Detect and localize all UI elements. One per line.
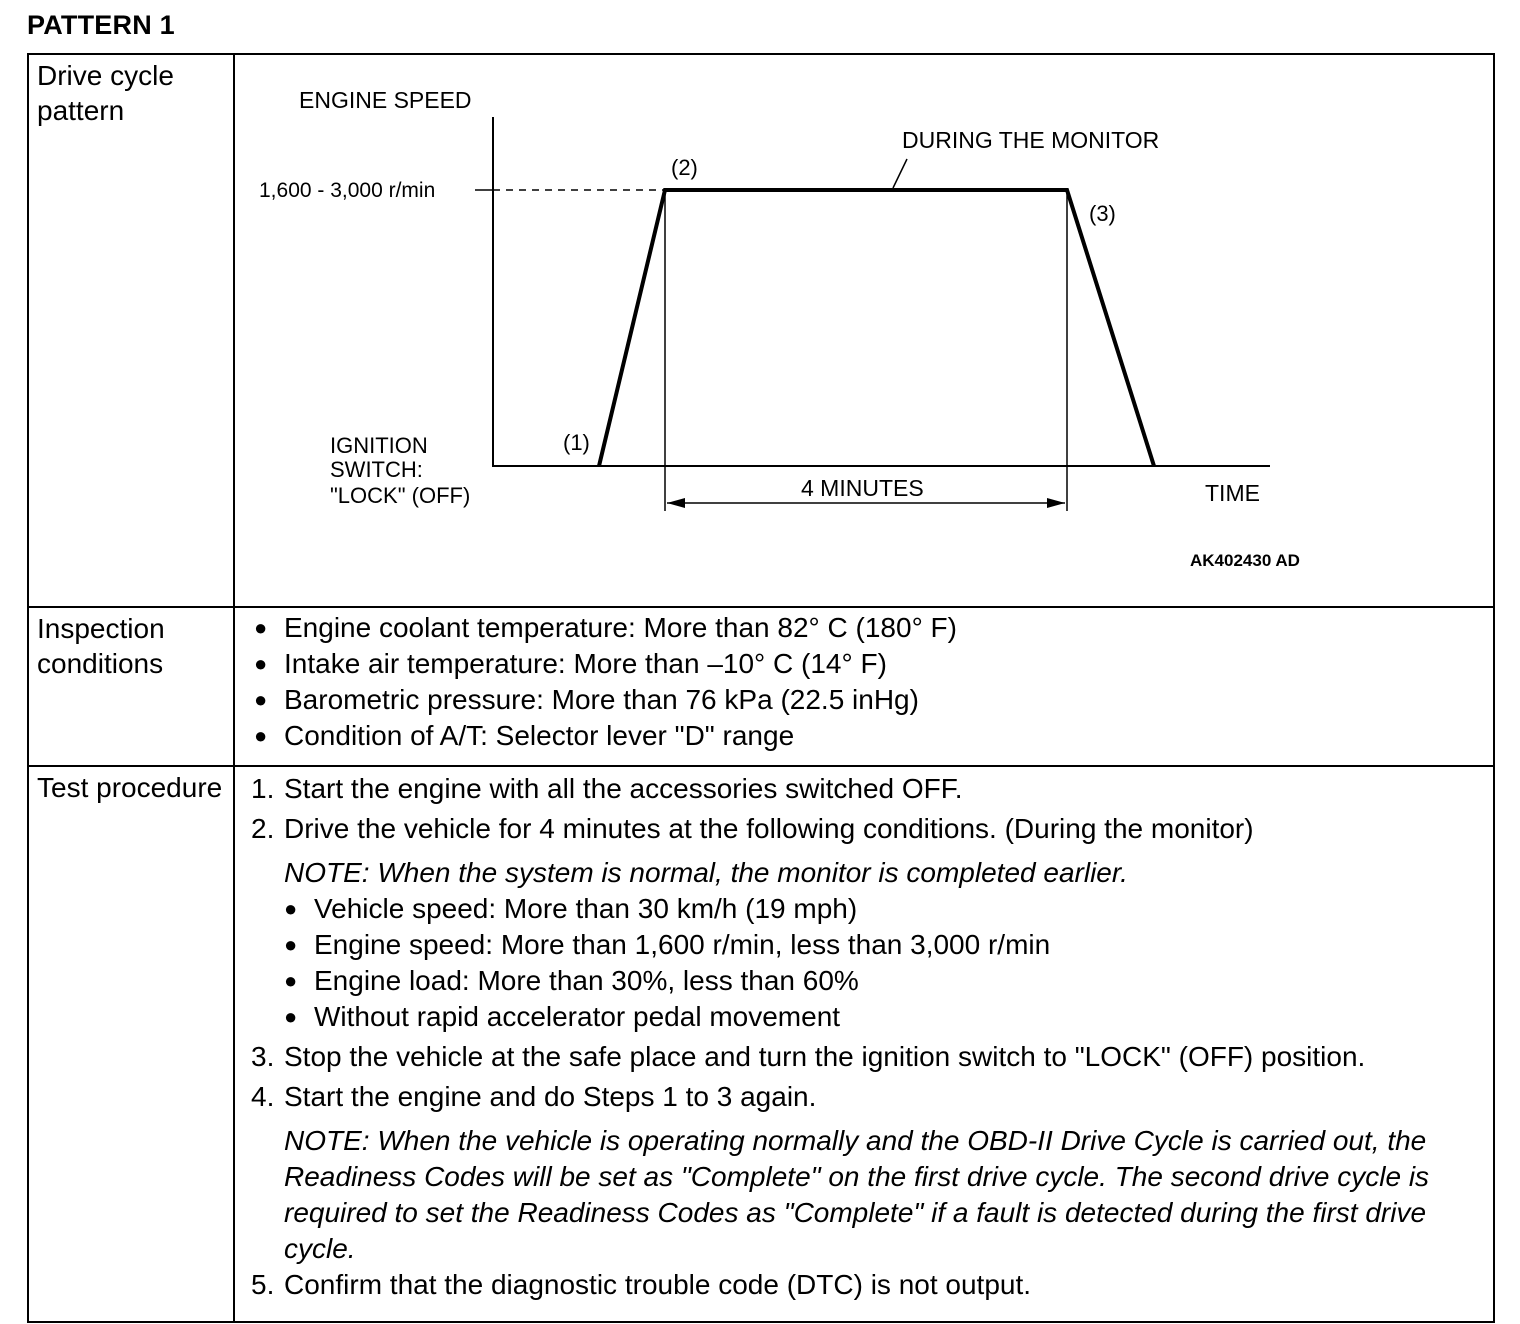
- drive-cycle-diagram: [235, 55, 1494, 603]
- procedure-row: [28, 766, 1494, 1322]
- speed-level-label: 1,600 - 3,000 r/min: [259, 179, 436, 202]
- inspection-row: [28, 607, 1494, 766]
- bullet-icon: ●: [254, 723, 268, 748]
- point-1-label: (1): [563, 430, 590, 455]
- step-text: Start the engine with all the accessories switched OFF.: [284, 773, 963, 804]
- step-number: 1.: [251, 773, 275, 804]
- x-axis-label: TIME: [1205, 480, 1260, 506]
- bullet-icon: ●: [254, 615, 268, 640]
- step-text: Stop the vehicle at the safe place and turn the ignition switch to "LOCK" (OFF) position.: [284, 1041, 1366, 1072]
- list-item: ● Without rapid accelerator pedal movement: [314, 999, 1493, 1035]
- drive-cycle-label: Drive cycle pattern: [28, 54, 234, 607]
- step-2: [251, 811, 1493, 847]
- list-item: ● Vehicle speed: More than 30 km/h (19 mph): [314, 891, 1493, 927]
- note-readiness: NOTE: When the vehicle is operating normally and the OBD-II Drive Cycle is carried out, the Readiness Codes will be set as "Complete" on the first drive cycle. The second drive cycle is required to set the Readiness Codes as "Complete" if a fault is detected during the first drive cycle.: [284, 1125, 1430, 1264]
- step-4: [251, 1079, 1493, 1115]
- bullet-icon: ●: [284, 932, 298, 957]
- bullet-icon: ●: [284, 896, 298, 921]
- figure-code: AK402430 AD: [1190, 551, 1300, 570]
- bullet-icon: ●: [284, 968, 298, 993]
- list-item: ● Intake air temperature: More than –10° C (14° F): [284, 646, 1493, 682]
- bullet-icon: ●: [254, 687, 268, 712]
- drive-cycle-table: [27, 53, 1495, 1323]
- point-3-label: (3): [1089, 201, 1116, 226]
- inspection-label: Inspection conditions: [28, 607, 234, 766]
- condition-list: [251, 891, 1493, 1035]
- ignition-label-line1: IGNITION: [330, 433, 428, 458]
- drive-cycle-diagram-cell: [234, 54, 1494, 607]
- arrow-right-icon: [1047, 498, 1065, 508]
- list-item: ● Engine coolant temperature: More than 82° C (180° F): [284, 610, 1493, 646]
- drive-cycle-row: [28, 54, 1494, 607]
- step-number: 3.: [251, 1041, 275, 1072]
- monitor-label: DURING THE MONITOR: [902, 127, 1160, 153]
- procedure-steps: [235, 767, 1493, 1303]
- procedure-label: Test procedure: [28, 766, 234, 1322]
- list-item: ● Condition of A/T: Selector lever "D" range: [284, 718, 1493, 754]
- step-number: 5.: [251, 1269, 275, 1300]
- list-item: ● Engine load: More than 30%, less than 60%: [314, 963, 1493, 999]
- list-item: ● Barometric pressure: More than 76 kPa (22.5 inHg): [284, 682, 1493, 718]
- bullet-icon: ●: [284, 1004, 298, 1029]
- speed-profile-line: [599, 190, 1154, 466]
- step-3: [251, 1039, 1493, 1075]
- step-text: Drive the vehicle for 4 minutes at the following conditions. (During the monitor): [284, 813, 1254, 844]
- point-2-label: (2): [671, 155, 698, 180]
- procedure-cell: [234, 766, 1494, 1322]
- step-number: 4.: [251, 1081, 275, 1112]
- bullet-icon: ●: [254, 651, 268, 676]
- inspection-list: [235, 610, 1493, 754]
- step-1: [251, 771, 1493, 807]
- y-axis-label: ENGINE SPEED: [299, 87, 472, 113]
- arrow-left-icon: [667, 498, 685, 508]
- step-text: Start the engine and do Steps 1 to 3 again.: [284, 1081, 817, 1112]
- step-text: Confirm that the diagnostic trouble code (DTC) is not output.: [284, 1269, 1032, 1300]
- inspection-cell: [234, 607, 1494, 766]
- step-number: 2.: [251, 813, 275, 844]
- page-title: PATTERN 1: [27, 10, 175, 40]
- duration-label: 4 MINUTES: [801, 475, 924, 501]
- list-item: ● Engine speed: More than 1,600 r/min, less than 3,000 r/min: [314, 927, 1493, 963]
- monitor-leader-line: [893, 159, 907, 188]
- step-5: [251, 1267, 1493, 1303]
- ignition-label-line3: "LOCK" (OFF): [330, 483, 471, 508]
- note-monitor: NOTE: When the system is normal, the monitor is completed earlier.: [284, 857, 1128, 888]
- ignition-label-line2: SWITCH:: [330, 457, 423, 482]
